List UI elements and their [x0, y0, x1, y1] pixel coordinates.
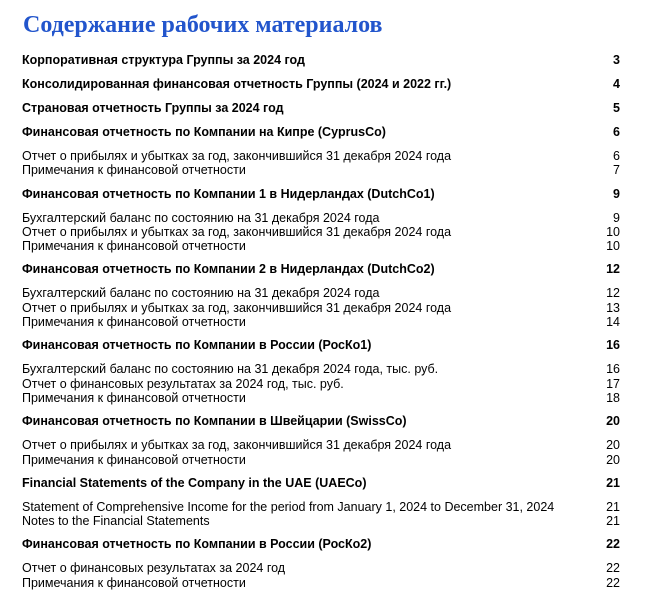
- toc-subitem-title: Отчет о финансовых результатах за 2024 год, тыс. руб.: [22, 376, 344, 391]
- toc-subitem-page-number: 22: [606, 561, 620, 576]
- toc-section-entry[interactable]: [22, 53, 620, 68]
- toc-subitem-title: Примечания к финансовой отчетности: [22, 575, 246, 590]
- toc-subitem-title: Примечания к финансовой отчетности: [22, 315, 246, 330]
- toc-section-title: Финансовая отчетность по Компании 1 в Нидерландах (DutchCo1): [22, 186, 435, 201]
- toc-subitem-entry[interactable]: [22, 315, 620, 329]
- toc-subitem-page-number: 21: [606, 514, 620, 529]
- toc-section-entry[interactable]: [22, 338, 620, 353]
- toc-section-entry[interactable]: [22, 476, 620, 491]
- toc-section-title: Финансовая отчетность по Компании в России (РосКо1): [22, 338, 372, 353]
- toc-section-entry[interactable]: [22, 125, 620, 140]
- toc-subitem-entry[interactable]: [22, 514, 620, 528]
- toc-section-page-number: 16: [606, 338, 620, 353]
- table-of-contents: [22, 53, 620, 590]
- toc-subitem-title: Бухгалтерский баланс по состоянию на 31 декабря 2024 года: [22, 210, 380, 225]
- toc-subitem-page-number: 9: [613, 210, 620, 225]
- toc-subitem-entry[interactable]: [22, 500, 620, 514]
- toc-subitem-title: Примечания к финансовой отчетности: [22, 163, 246, 178]
- document-title: Содержание рабочих материалов: [23, 12, 383, 38]
- toc-section-title: Финансовая отчетность по Компании в Швейцарии (SwissCo): [22, 414, 407, 429]
- toc-subitem-entry[interactable]: [22, 211, 620, 225]
- toc-subitem-title: Отчет о финансовых результатах за 2024 год: [22, 561, 286, 576]
- toc-section-title: Консолидированная финансовая отчетность Группы (2024 и 2022 гг.): [22, 77, 452, 91]
- toc-subitem-entry[interactable]: [22, 438, 620, 452]
- toc-section-entry[interactable]: [22, 187, 620, 202]
- toc-subitem-entry[interactable]: [22, 301, 620, 315]
- toc-subitem-page-number: 6: [613, 149, 620, 163]
- toc-section-page-number: 22: [606, 537, 620, 552]
- toc-subitem-entry[interactable]: [22, 163, 620, 177]
- toc-subitem-title: Примечания к финансовой отчетности: [22, 239, 246, 254]
- toc-section-entry[interactable]: [22, 101, 620, 116]
- toc-section-page-number: 9: [613, 186, 620, 201]
- toc-subitem-title: Notes to the Financial Statements: [22, 514, 210, 529]
- toc-subitem-title: Примечания к финансовой отчетности: [22, 390, 246, 405]
- toc-section-entry[interactable]: [22, 414, 620, 429]
- toc-section-title: Financial Statements of the Company in the UAE (UAECo): [22, 475, 367, 490]
- toc-subitem-page-number: 13: [606, 300, 620, 315]
- toc-section-title: Финансовая отчетность по Компании на Кипре (CyprusCo): [22, 125, 386, 139]
- toc-subitem-title: Бухгалтерский баланс по состоянию на 31 декабря 2024 года, тыс. руб.: [22, 362, 439, 377]
- toc-section-title: Финансовая отчетность по Компании 2 в Нидерландах (DutchCo2): [22, 262, 435, 277]
- toc-subitem-page-number: 17: [606, 376, 620, 391]
- toc-subitem-entry[interactable]: [22, 377, 620, 391]
- toc-subitem-entry[interactable]: [22, 225, 620, 239]
- toc-subitem-page-number: 18: [606, 390, 620, 405]
- toc-subitem-title: Отчет о прибылях и убытках за год, закончившийся 31 декабря 2024 года: [22, 300, 452, 315]
- toc-section-page-number: 4: [613, 77, 620, 91]
- toc-subitem-page-number: 20: [606, 452, 620, 467]
- toc-subitem-title: Бухгалтерский баланс по состоянию на 31 декабря 2024 года: [22, 286, 380, 301]
- toc-section-title: Финансовая отчетность по Компании в России (РосКо2): [22, 537, 372, 552]
- toc-subitem-title: Отчет о прибылях и убытках за год, закончившийся 31 декабря 2024 года: [22, 149, 452, 163]
- toc-subitem-page-number: 10: [606, 224, 620, 239]
- toc-subitem-entry[interactable]: [22, 149, 620, 163]
- toc-subitem-page-number: 22: [606, 575, 620, 590]
- toc-subitem-entry[interactable]: [22, 391, 620, 405]
- toc-section-entry[interactable]: [22, 537, 620, 552]
- toc-section-page-number: 6: [613, 125, 620, 139]
- toc-subitem-title: Отчет о прибылях и убытках за год, закончившийся 31 декабря 2024 года: [22, 224, 452, 239]
- toc-section-page-number: 3: [613, 53, 620, 67]
- toc-subitem-entry[interactable]: [22, 239, 620, 253]
- toc-subitem-title: Statement of Comprehensive Income for the period from January 1, 2024 to December 31, 2024: [22, 499, 555, 514]
- toc-section-page-number: 21: [606, 475, 620, 490]
- toc-subitem-page-number: 14: [606, 315, 620, 330]
- toc-section-page-number: 20: [606, 414, 620, 429]
- toc-section-page-number: 12: [606, 262, 620, 277]
- toc-section-title: Корпоративная структура Группы за 2024 год: [22, 53, 305, 67]
- toc-subitem-page-number: 7: [613, 163, 620, 178]
- toc-subitem-page-number: 10: [606, 239, 620, 254]
- toc-subitem-entry[interactable]: [22, 362, 620, 376]
- toc-subitem-entry[interactable]: [22, 286, 620, 300]
- toc-section-page-number: 5: [613, 101, 620, 115]
- toc-subitem-entry[interactable]: [22, 453, 620, 467]
- toc-subitem-title: Примечания к финансовой отчетности: [22, 452, 246, 467]
- toc-section-title: Страновая отчетность Группы за 2024 год: [22, 101, 284, 115]
- toc-subitem-title: Отчет о прибылях и убытках за год, закончившийся 31 декабря 2024 года: [22, 438, 452, 453]
- toc-subitem-page-number: 21: [606, 499, 620, 514]
- toc-subitem-entry[interactable]: [22, 576, 620, 590]
- toc-section-entry[interactable]: [22, 262, 620, 277]
- toc-subitem-page-number: 20: [606, 438, 620, 453]
- toc-subitem-page-number: 16: [606, 362, 620, 377]
- toc-subitem-page-number: 12: [606, 286, 620, 301]
- toc-subitem-entry[interactable]: [22, 561, 620, 575]
- toc-section-entry[interactable]: [22, 77, 620, 92]
- document-page: [22, 10, 620, 590]
